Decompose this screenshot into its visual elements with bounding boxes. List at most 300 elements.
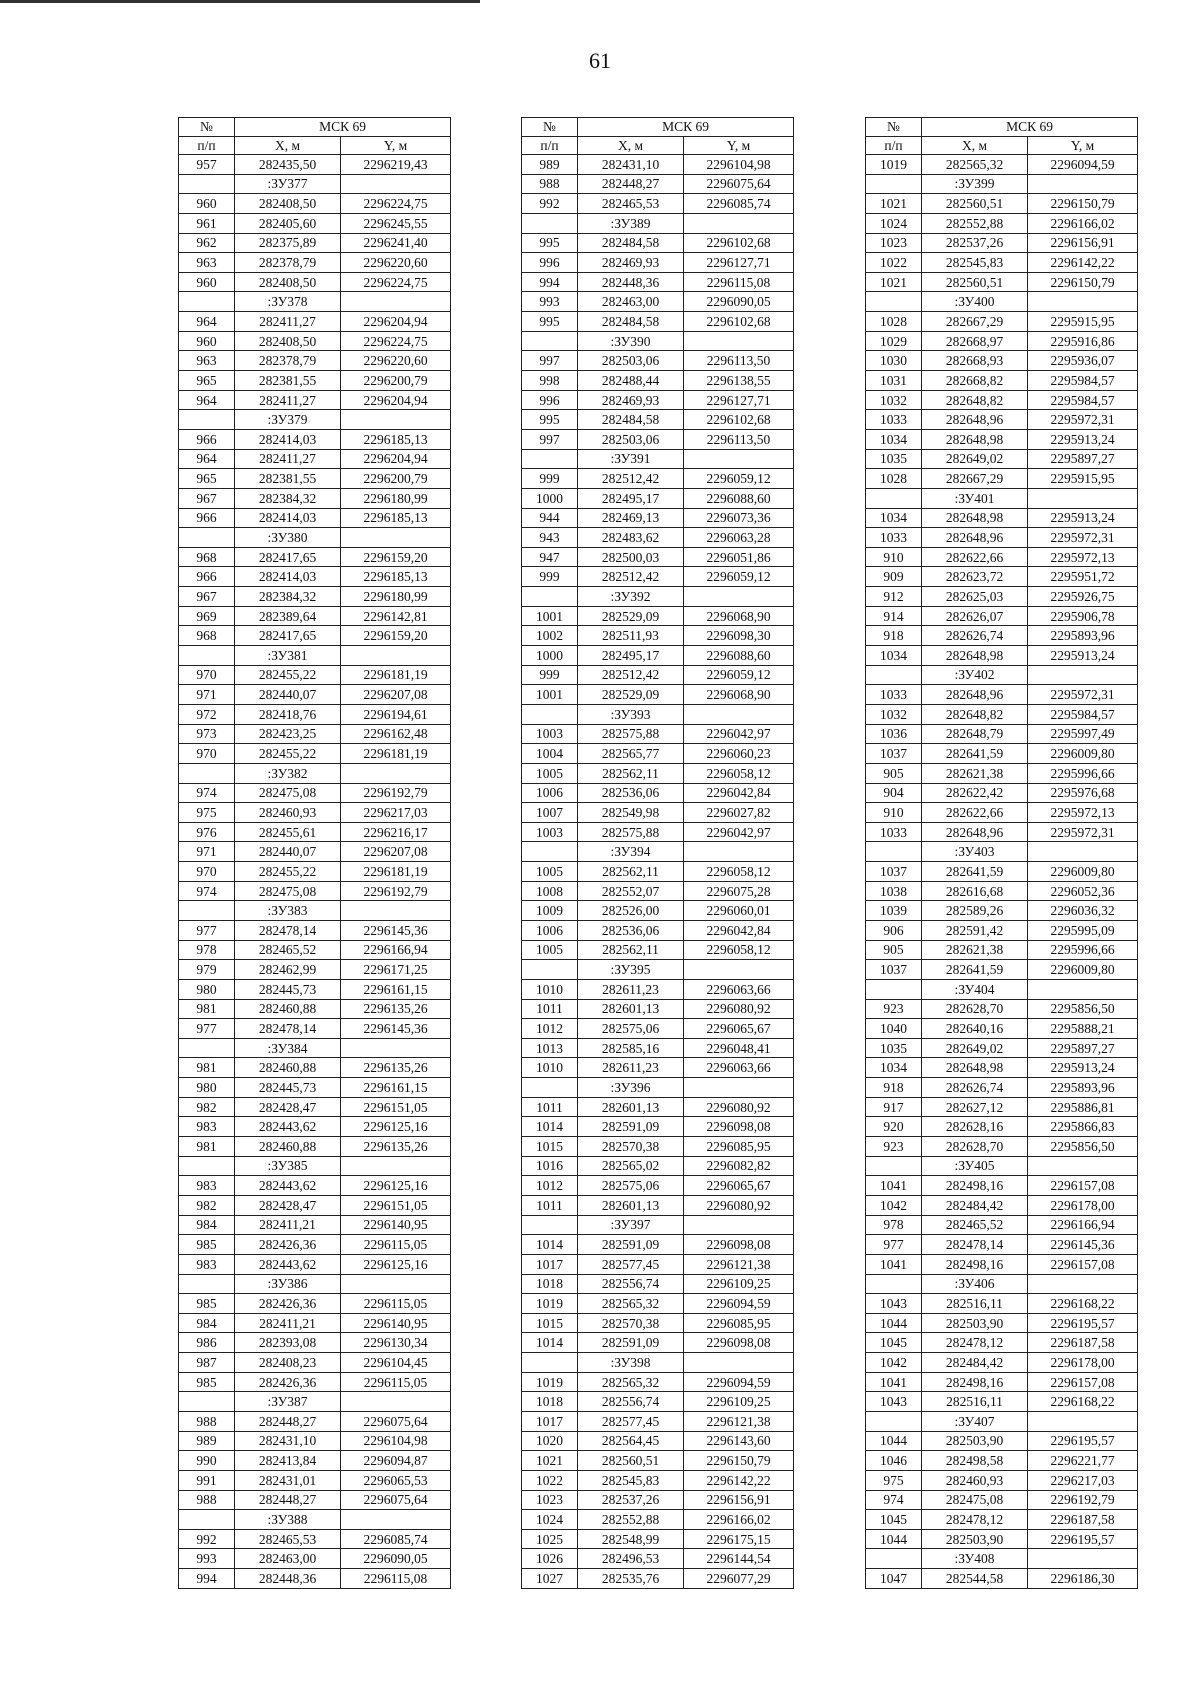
table-row <box>179 194 451 214</box>
y-coordinate: 2296065,67 <box>684 1019 794 1039</box>
y-coordinate: 2296192,79 <box>341 783 451 803</box>
x-coordinate: 282431,01 <box>235 1470 341 1490</box>
table-row <box>866 1392 1138 1412</box>
section-row <box>522 1078 794 1098</box>
point-number: 980 <box>179 1078 235 1098</box>
y-coordinate: 2296060,23 <box>684 744 794 764</box>
y-coordinate: 2296094,59 <box>1028 155 1138 175</box>
point-number: 1006 <box>522 920 578 940</box>
table-row <box>179 1470 451 1490</box>
table-row <box>522 567 794 587</box>
y-coordinate: 2296224,75 <box>341 194 451 214</box>
point-number: 998 <box>522 371 578 391</box>
y-coordinate: 2296145,36 <box>1028 1235 1138 1255</box>
point-number: 963 <box>179 351 235 371</box>
y-coordinate: 2295926,75 <box>1028 587 1138 607</box>
y-coordinate: 2296113,50 <box>684 351 794 371</box>
empty-cell <box>1028 1412 1138 1432</box>
y-coordinate: 2296075,64 <box>684 174 794 194</box>
point-number: 1032 <box>866 390 922 410</box>
table-row <box>179 253 451 273</box>
table-row <box>866 1058 1138 1078</box>
section-row <box>866 1412 1138 1432</box>
table-row <box>179 1137 451 1157</box>
x-coordinate: 282526,00 <box>578 901 684 921</box>
x-coordinate: 282544,58 <box>922 1569 1028 1589</box>
point-number: 1001 <box>522 606 578 626</box>
section-row <box>522 704 794 724</box>
y-coordinate: 2296125,16 <box>341 1254 451 1274</box>
y-coordinate: 2296075,28 <box>684 881 794 901</box>
point-number: 978 <box>866 1215 922 1235</box>
table-row <box>866 1235 1138 1255</box>
y-coordinate: 2295984,57 <box>1028 704 1138 724</box>
y-coordinate: 2296217,03 <box>1028 1470 1138 1490</box>
table-row <box>179 272 451 292</box>
y-coordinate: 2296059,12 <box>684 469 794 489</box>
header-no: № <box>522 118 578 137</box>
y-coordinate: 2296162,48 <box>341 724 451 744</box>
empty-cell <box>866 665 922 685</box>
table-row <box>866 685 1138 705</box>
y-coordinate: 2296058,12 <box>684 763 794 783</box>
y-coordinate: 2296166,94 <box>1028 1215 1138 1235</box>
x-coordinate: 282668,97 <box>922 331 1028 351</box>
table-row <box>179 881 451 901</box>
point-number: 914 <box>866 606 922 626</box>
y-coordinate: 2295888,21 <box>1028 1019 1138 1039</box>
table-row <box>179 862 451 882</box>
point-number: 1014 <box>522 1117 578 1137</box>
point-number: 1010 <box>522 979 578 999</box>
header-row-2 <box>866 136 1138 155</box>
x-coordinate: 282512,42 <box>578 567 684 587</box>
point-number: 1014 <box>522 1235 578 1255</box>
empty-cell <box>179 528 235 548</box>
table-row <box>866 312 1138 332</box>
x-coordinate: 282440,07 <box>235 685 341 705</box>
point-number: 947 <box>522 547 578 567</box>
point-number: 904 <box>866 783 922 803</box>
x-coordinate: 282475,08 <box>235 783 341 803</box>
point-number: 1009 <box>522 901 578 921</box>
y-coordinate: 2296180,99 <box>341 488 451 508</box>
point-number: 985 <box>179 1372 235 1392</box>
x-coordinate: 282668,93 <box>922 351 1028 371</box>
point-number: 996 <box>522 390 578 410</box>
y-coordinate: 2296178,00 <box>1028 1195 1138 1215</box>
point-number: 997 <box>522 351 578 371</box>
y-coordinate: 2296186,30 <box>1028 1569 1138 1589</box>
table-row <box>866 1490 1138 1510</box>
y-coordinate: 2296144,54 <box>684 1549 794 1569</box>
x-coordinate: 282460,88 <box>235 1137 341 1157</box>
empty-cell <box>179 292 235 312</box>
parcel-label: :ЗУ408 <box>922 1549 1028 1569</box>
empty-cell <box>866 1549 922 1569</box>
table-row <box>522 822 794 842</box>
x-coordinate: 282389,64 <box>235 606 341 626</box>
y-coordinate: 2296224,75 <box>341 272 451 292</box>
x-coordinate: 282465,52 <box>922 1215 1028 1235</box>
x-coordinate: 282431,10 <box>578 155 684 175</box>
table-row <box>866 940 1138 960</box>
point-number: 975 <box>179 803 235 823</box>
table-row <box>866 1569 1138 1589</box>
x-coordinate: 282414,03 <box>235 508 341 528</box>
table-row <box>179 724 451 744</box>
point-number: 1019 <box>522 1294 578 1314</box>
x-coordinate: 282585,16 <box>578 1038 684 1058</box>
x-coordinate: 282378,79 <box>235 351 341 371</box>
table-row <box>522 1274 794 1294</box>
x-coordinate: 282498,16 <box>922 1372 1028 1392</box>
y-coordinate: 2296171,25 <box>341 960 451 980</box>
table-row <box>866 724 1138 744</box>
y-coordinate: 2296085,74 <box>684 194 794 214</box>
y-coordinate: 2296156,91 <box>1028 233 1138 253</box>
table-row <box>522 1549 794 1569</box>
y-coordinate: 2296109,25 <box>684 1392 794 1412</box>
x-coordinate: 282575,06 <box>578 1176 684 1196</box>
y-coordinate: 2295897,27 <box>1028 449 1138 469</box>
y-coordinate: 2295913,24 <box>1028 429 1138 449</box>
point-number: 999 <box>522 469 578 489</box>
table-row <box>866 783 1138 803</box>
point-number: 981 <box>179 999 235 1019</box>
x-coordinate: 282483,62 <box>578 528 684 548</box>
table-row <box>522 1117 794 1137</box>
x-coordinate: 282440,07 <box>235 842 341 862</box>
table-row <box>866 881 1138 901</box>
x-coordinate: 282562,11 <box>578 763 684 783</box>
point-number: 960 <box>179 331 235 351</box>
y-coordinate: 2296063,28 <box>684 528 794 548</box>
point-number: 1000 <box>522 488 578 508</box>
section-row <box>522 960 794 980</box>
point-number: 984 <box>179 1215 235 1235</box>
point-number: 1028 <box>866 469 922 489</box>
table-row <box>179 842 451 862</box>
y-coordinate: 2295893,96 <box>1028 1078 1138 1098</box>
table-row <box>522 1176 794 1196</box>
table-row <box>522 626 794 646</box>
x-coordinate: 282622,66 <box>922 547 1028 567</box>
table-row <box>179 1451 451 1471</box>
x-coordinate: 282413,84 <box>235 1451 341 1471</box>
y-coordinate: 2296121,38 <box>684 1254 794 1274</box>
header-y: Y, м <box>341 136 451 155</box>
y-coordinate: 2296166,02 <box>684 1510 794 1530</box>
point-number: 1039 <box>866 901 922 921</box>
point-number: 1024 <box>522 1510 578 1530</box>
y-coordinate: 2295866,83 <box>1028 1117 1138 1137</box>
empty-cell <box>1028 292 1138 312</box>
y-coordinate: 2296150,79 <box>1028 194 1138 214</box>
point-number: 1033 <box>866 822 922 842</box>
table-row <box>179 488 451 508</box>
point-number: 1015 <box>522 1313 578 1333</box>
x-coordinate: 282591,09 <box>578 1333 684 1353</box>
x-coordinate: 282560,51 <box>922 272 1028 292</box>
point-number: 974 <box>866 1490 922 1510</box>
table-row <box>179 1333 451 1353</box>
y-coordinate: 2296135,26 <box>341 1058 451 1078</box>
table-row <box>866 1254 1138 1274</box>
y-coordinate: 2296204,94 <box>341 449 451 469</box>
section-row <box>522 1353 794 1373</box>
x-coordinate: 282626,74 <box>922 1078 1028 1098</box>
point-number: 983 <box>179 1117 235 1137</box>
parcel-label: :ЗУ394 <box>578 842 684 862</box>
table-row <box>866 155 1138 175</box>
table-row <box>522 646 794 666</box>
x-coordinate: 282495,17 <box>578 488 684 508</box>
table-row <box>522 371 794 391</box>
x-coordinate: 282628,70 <box>922 1137 1028 1157</box>
point-number: 1004 <box>522 744 578 764</box>
table-row <box>179 213 451 233</box>
x-coordinate: 282648,98 <box>922 429 1028 449</box>
point-number: 1006 <box>522 783 578 803</box>
x-coordinate: 282426,36 <box>235 1294 341 1314</box>
table-row <box>522 1294 794 1314</box>
x-coordinate: 282375,89 <box>235 233 341 253</box>
header-x: X, м <box>235 136 341 155</box>
point-number: 1042 <box>866 1195 922 1215</box>
point-number: 988 <box>522 174 578 194</box>
table-row <box>522 1529 794 1549</box>
section-row <box>522 331 794 351</box>
table-row <box>522 1235 794 1255</box>
point-number: 965 <box>179 469 235 489</box>
x-coordinate: 282621,38 <box>922 940 1028 960</box>
point-number: 909 <box>866 567 922 587</box>
y-coordinate: 2296151,05 <box>341 1195 451 1215</box>
y-coordinate: 2296121,38 <box>684 1412 794 1432</box>
y-coordinate: 2296027,82 <box>684 803 794 823</box>
y-coordinate: 2295984,57 <box>1028 390 1138 410</box>
point-number: 989 <box>522 155 578 175</box>
x-coordinate: 282431,10 <box>235 1431 341 1451</box>
point-number: 920 <box>866 1117 922 1137</box>
section-row <box>522 449 794 469</box>
point-number: 994 <box>179 1569 235 1589</box>
table-row <box>866 1333 1138 1353</box>
point-number: 918 <box>866 626 922 646</box>
x-coordinate: 282381,55 <box>235 371 341 391</box>
table-row <box>522 1431 794 1451</box>
empty-cell <box>866 174 922 194</box>
empty-cell <box>1028 488 1138 508</box>
section-row <box>522 213 794 233</box>
x-coordinate: 282478,14 <box>922 1235 1028 1255</box>
y-coordinate: 2296065,67 <box>684 1176 794 1196</box>
parcel-label: :ЗУ383 <box>235 901 341 921</box>
y-coordinate: 2296142,22 <box>684 1470 794 1490</box>
y-coordinate: 2295936,07 <box>1028 351 1138 371</box>
parcel-label: :ЗУ379 <box>235 410 341 430</box>
point-number: 1047 <box>866 1569 922 1589</box>
x-coordinate: 282648,98 <box>922 508 1028 528</box>
point-number: 982 <box>179 1195 235 1215</box>
table-row <box>179 685 451 705</box>
x-coordinate: 282503,06 <box>578 351 684 371</box>
x-coordinate: 282565,77 <box>578 744 684 764</box>
y-coordinate: 2296036,32 <box>1028 901 1138 921</box>
parcel-label: :ЗУ404 <box>922 979 1028 999</box>
point-number: 996 <box>522 253 578 273</box>
x-coordinate: 282448,36 <box>578 272 684 292</box>
parcel-label: :ЗУ405 <box>922 1156 1028 1176</box>
table-row <box>522 685 794 705</box>
x-coordinate: 282498,16 <box>922 1254 1028 1274</box>
header-np: п/п <box>179 136 235 155</box>
table-row <box>179 1490 451 1510</box>
y-coordinate: 2296080,92 <box>684 999 794 1019</box>
point-number: 977 <box>866 1235 922 1255</box>
x-coordinate: 282414,03 <box>235 429 341 449</box>
x-coordinate: 282591,42 <box>922 920 1028 940</box>
y-coordinate: 2296185,13 <box>341 508 451 528</box>
table-row <box>866 1470 1138 1490</box>
table-row <box>179 312 451 332</box>
parcel-label: :ЗУ391 <box>578 449 684 469</box>
table-row <box>522 803 794 823</box>
x-coordinate: 282381,55 <box>235 469 341 489</box>
point-number: 971 <box>179 685 235 705</box>
x-coordinate: 282556,74 <box>578 1274 684 1294</box>
section-row <box>179 646 451 666</box>
table-row <box>866 1372 1138 1392</box>
point-number: 988 <box>179 1490 235 1510</box>
parcel-label: :ЗУ400 <box>922 292 1028 312</box>
table-row <box>522 351 794 371</box>
empty-cell <box>684 704 794 724</box>
section-row <box>179 528 451 548</box>
y-coordinate: 2296185,13 <box>341 567 451 587</box>
table-row <box>866 1451 1138 1471</box>
parcel-label: :ЗУ381 <box>235 646 341 666</box>
y-coordinate: 2296115,08 <box>341 1569 451 1589</box>
x-coordinate: 282535,76 <box>578 1569 684 1589</box>
page-number: 61 <box>589 48 611 73</box>
x-coordinate: 282626,07 <box>922 606 1028 626</box>
x-coordinate: 282378,79 <box>235 253 341 273</box>
point-number: 1036 <box>866 724 922 744</box>
point-number: 1034 <box>866 646 922 666</box>
y-coordinate: 2296224,75 <box>341 331 451 351</box>
y-coordinate: 2296127,71 <box>684 390 794 410</box>
x-coordinate: 282625,03 <box>922 587 1028 607</box>
table-row <box>179 1569 451 1589</box>
empty-cell <box>341 528 451 548</box>
table-row <box>522 1137 794 1157</box>
point-number: 995 <box>522 312 578 332</box>
x-coordinate: 282488,44 <box>578 371 684 391</box>
y-coordinate: 2296207,08 <box>341 842 451 862</box>
x-coordinate: 282575,88 <box>578 724 684 744</box>
y-coordinate: 2295915,95 <box>1028 469 1138 489</box>
point-number: 1034 <box>866 508 922 528</box>
table-row <box>522 1313 794 1333</box>
parcel-label: :ЗУ387 <box>235 1392 341 1412</box>
table-row <box>522 783 794 803</box>
point-number: 985 <box>179 1294 235 1314</box>
point-number: 1017 <box>522 1254 578 1274</box>
y-coordinate: 2296009,80 <box>1028 862 1138 882</box>
x-coordinate: 282428,47 <box>235 1097 341 1117</box>
table-row <box>522 194 794 214</box>
y-coordinate: 2295972,31 <box>1028 685 1138 705</box>
point-number: 957 <box>179 155 235 175</box>
y-coordinate: 2296077,29 <box>684 1569 794 1589</box>
point-number: 966 <box>179 567 235 587</box>
parcel-label: :ЗУ401 <box>922 488 1028 508</box>
point-number: 1040 <box>866 1019 922 1039</box>
point-number: 1032 <box>866 704 922 724</box>
table-row <box>866 999 1138 1019</box>
y-coordinate: 2295916,86 <box>1028 331 1138 351</box>
header-row-2 <box>179 136 451 155</box>
table-row <box>522 410 794 430</box>
table-row <box>866 233 1138 253</box>
x-coordinate: 282463,00 <box>578 292 684 312</box>
x-coordinate: 282577,45 <box>578 1254 684 1274</box>
header-row-2 <box>522 136 794 155</box>
table-row <box>179 1176 451 1196</box>
y-coordinate: 2295886,81 <box>1028 1097 1138 1117</box>
point-number: 1011 <box>522 1097 578 1117</box>
point-number: 1011 <box>522 1195 578 1215</box>
empty-cell <box>684 1353 794 1373</box>
x-coordinate: 282516,11 <box>922 1392 1028 1412</box>
point-number: 999 <box>522 567 578 587</box>
x-coordinate: 282428,47 <box>235 1195 341 1215</box>
section-row <box>179 1038 451 1058</box>
empty-cell <box>179 1392 235 1412</box>
empty-cell <box>1028 665 1138 685</box>
table-row <box>522 547 794 567</box>
table-row <box>866 1529 1138 1549</box>
x-coordinate: 282545,83 <box>578 1470 684 1490</box>
header-no: № <box>179 118 235 137</box>
point-number: 997 <box>522 429 578 449</box>
y-coordinate: 2296090,05 <box>341 1549 451 1569</box>
y-coordinate: 2296159,20 <box>341 547 451 567</box>
table-row <box>179 940 451 960</box>
x-coordinate: 282565,02 <box>578 1156 684 1176</box>
x-coordinate: 282628,70 <box>922 999 1028 1019</box>
x-coordinate: 282511,93 <box>578 626 684 646</box>
table-row <box>179 547 451 567</box>
table-row <box>179 960 451 980</box>
x-coordinate: 282545,83 <box>922 253 1028 273</box>
x-coordinate: 282411,27 <box>235 312 341 332</box>
y-coordinate: 2296219,43 <box>341 155 451 175</box>
y-coordinate: 2296113,50 <box>684 429 794 449</box>
x-coordinate: 282463,00 <box>235 1549 341 1569</box>
table-row <box>866 429 1138 449</box>
table-row <box>522 1392 794 1412</box>
y-coordinate: 2296161,15 <box>341 1078 451 1098</box>
point-number: 1041 <box>866 1372 922 1392</box>
table-row <box>866 1137 1138 1157</box>
table-row <box>179 1254 451 1274</box>
table-row <box>179 1412 451 1432</box>
y-coordinate: 2296060,01 <box>684 901 794 921</box>
x-coordinate: 282478,12 <box>922 1333 1028 1353</box>
